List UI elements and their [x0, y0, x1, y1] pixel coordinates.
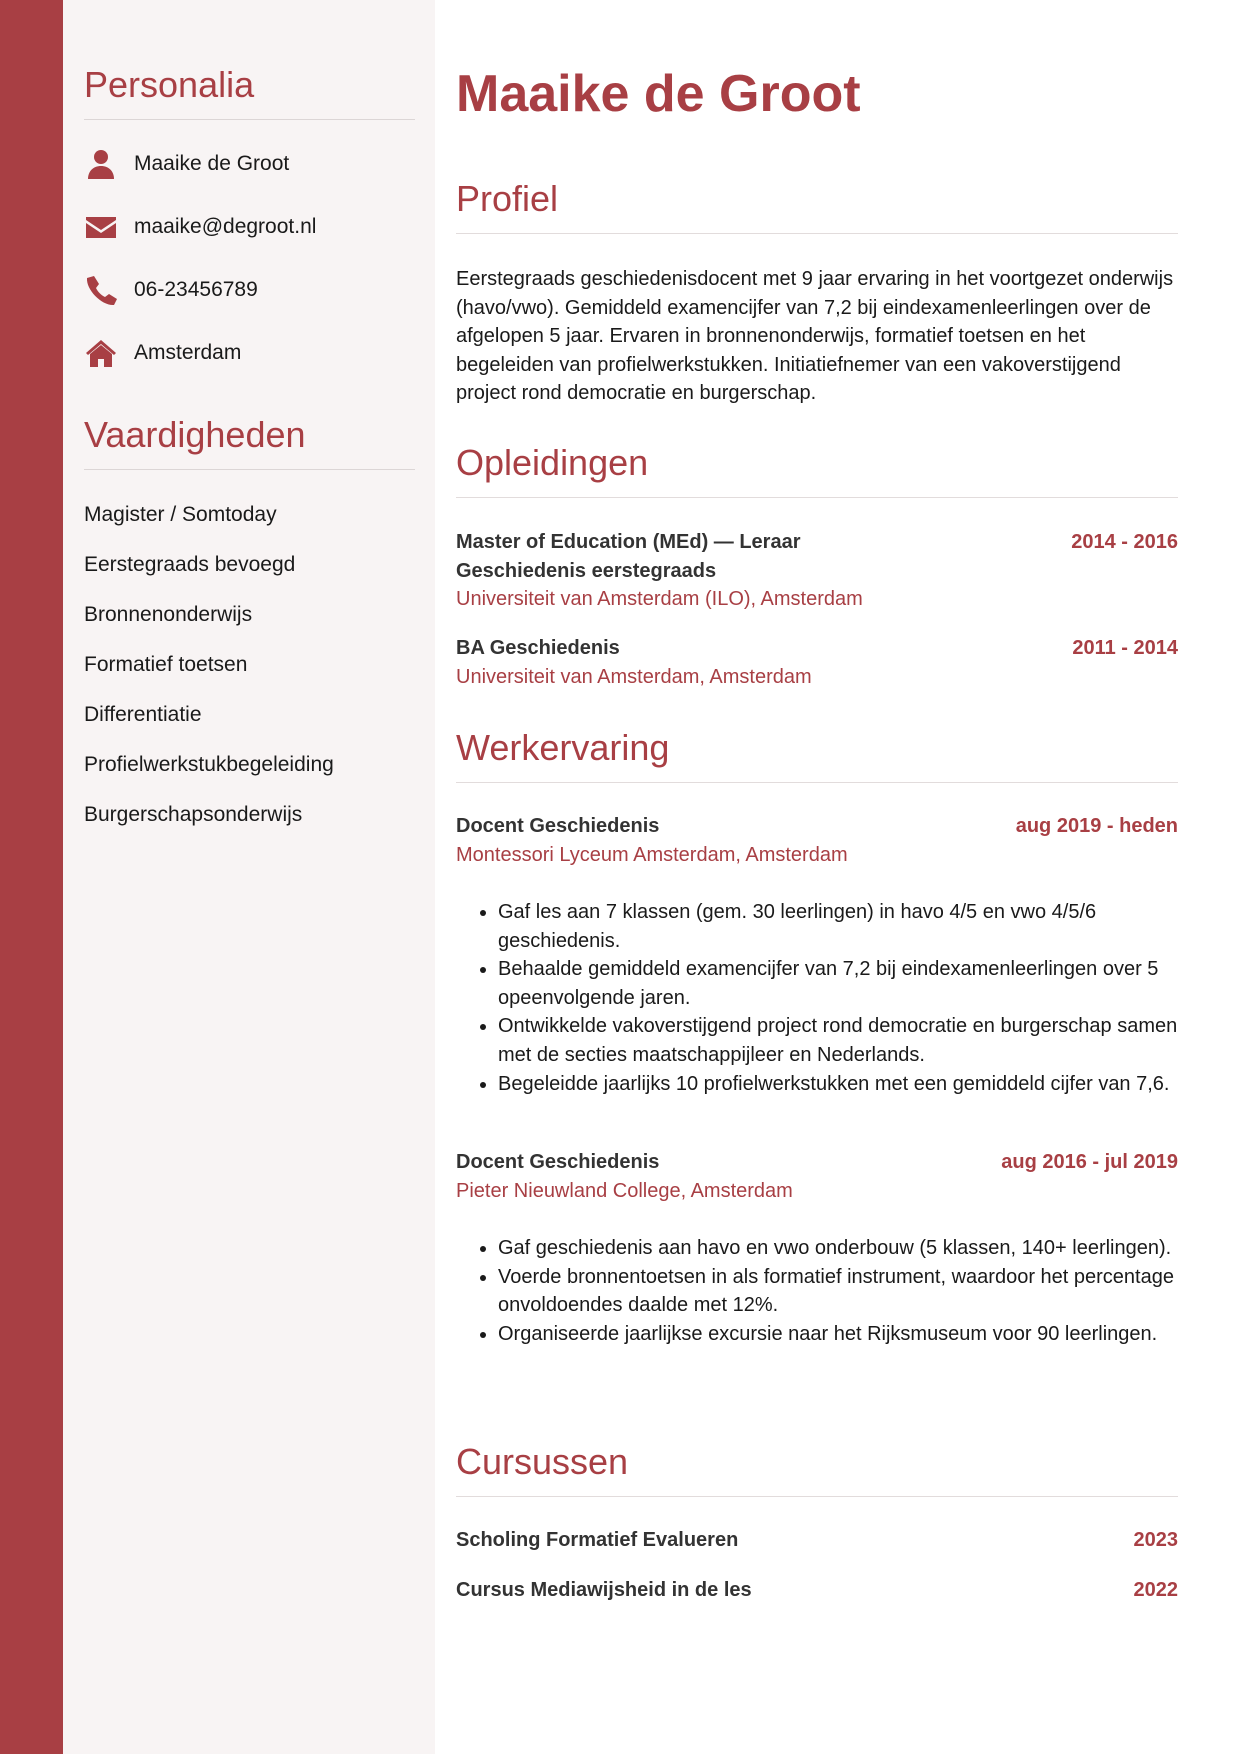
education-date: 2014 - 2016 [1071, 531, 1178, 553]
job-bullet: • Ontwikkelde vakoverstijgend project rond democratie en burgerschap samen met de secties maatschappijleer en Nederlands. [498, 1012, 1178, 1069]
course-title: Cursus Mediawijsheid in de les [456, 1579, 752, 1601]
contact-name-text: Maaike de Groot [134, 152, 290, 175]
profile-heading: Profiel [456, 178, 559, 219]
experience-divider [456, 782, 1178, 783]
profile-text: Eerstegraads geschiedenisdocent met 9 jaar ervaring in het voortgezet onderwijs (havo/vwo). Gemiddeld examencijfer van 7,2 bij eindexamenleerlingen over de afgelopen 5 jaar. Ervaren in bronnenonderwijs, formatief toetsen en het begeleiden van profielwerkstukken. Initiatiefnemer van een vakoverstijgend project rond democratie en burgerschap. [456, 268, 1174, 405]
job-bullet: • Organiseerde jaarlijkse excursie naar het Rijksmuseum voor 90 leerlingen. [498, 1320, 1178, 1349]
phone-icon [84, 273, 118, 307]
personalia-divider [84, 119, 415, 120]
contact-name [84, 144, 289, 184]
contact-location-text: Amsterdam [134, 341, 242, 364]
skill-item: Profielwerkstukbegeleiding [84, 753, 334, 776]
education-title: BA Geschiedenis [456, 637, 620, 659]
contact-email-text[interactable]: maaike@degroot.nl [134, 215, 317, 238]
contact-phone-text: 06-23456789 [134, 278, 258, 301]
skill-item: Magister / Somtoday [84, 503, 277, 526]
profile-divider [456, 233, 1178, 234]
education-institution: Universiteit van Amsterdam (ILO), Amsterdam [456, 588, 863, 610]
job-bullet: • Gaf geschiedenis aan havo en vwo onderbouw (5 klassen, 140+ leerlingen). [498, 1234, 1178, 1263]
skills-divider [84, 469, 415, 470]
skill-item: Differentiatie [84, 703, 202, 726]
candidate-name: Maaike de Groot [456, 65, 861, 123]
contact-phone [84, 270, 258, 310]
job-bullet: • Behaalde gemiddeld examencijfer van 7,2 bij eindexamenleerlingen over 5 opeenvolgende jaren. [498, 955, 1178, 1012]
home-icon [84, 336, 118, 370]
course-title: Scholing Formatief Evalueren [456, 1529, 739, 1551]
job-bullet: • Voerde bronnentoetsen in als formatief instrument, waardoor het percentage onvoldoendes daalde met 12%. [498, 1263, 1178, 1320]
job-bullet-list [456, 898, 1178, 1098]
skills-heading: Vaardigheden [84, 414, 306, 455]
job-date: aug 2019 - heden [1015, 815, 1178, 837]
education-divider [456, 497, 1178, 498]
skill-item: Formatief toetsen [84, 653, 248, 676]
job-employer: Pieter Nieuwland College, Amsterdam [456, 1180, 793, 1202]
job-bullet: • Gaf les aan 7 klassen (gem. 30 leerlingen) in havo 4/5 en vwo 4/5/6 geschiedenis. [498, 898, 1178, 955]
job-date: aug 2016 - jul 2019 [1001, 1151, 1178, 1173]
experience-heading: Werkervaring [456, 727, 670, 768]
user-icon [84, 147, 118, 181]
skill-item: Bronnenonderwijs [84, 603, 253, 626]
contact-location [84, 333, 241, 373]
sidebar [63, 0, 435, 1754]
job-bullet-list [456, 1234, 1178, 1348]
education-date: 2011 - 2014 [1072, 637, 1178, 659]
job-employer: Montessori Lyceum Amsterdam, Amsterdam [456, 844, 848, 866]
course-year: 2022 [1133, 1579, 1178, 1601]
job-title: Docent Geschiedenis [456, 1151, 660, 1173]
skill-item: Burgerschapsonderwijs [84, 803, 303, 826]
courses-divider [456, 1496, 1178, 1497]
contact-email[interactable] [84, 207, 316, 247]
personalia-heading: Personalia [84, 64, 255, 105]
skill-item: Eerstegraads bevoegd [84, 553, 296, 576]
job-bullet: • Begeleidde jaarlijks 10 profielwerkstukken met een gemiddeld cijfer van 7,6. [498, 1070, 1178, 1099]
skills-list [84, 502, 415, 852]
course-year: 2023 [1133, 1529, 1178, 1551]
accent-stripe [0, 0, 63, 1754]
job-title: Docent Geschiedenis [456, 815, 660, 837]
courses-heading: Cursussen [456, 1441, 629, 1482]
education-title: Master of Education (MEd) — Leraar Geschiedenis eerstegraads [456, 531, 801, 582]
education-institution: Universiteit van Amsterdam, Amsterdam [456, 666, 812, 688]
envelope-icon [84, 210, 118, 244]
education-heading: Opleidingen [456, 442, 649, 483]
